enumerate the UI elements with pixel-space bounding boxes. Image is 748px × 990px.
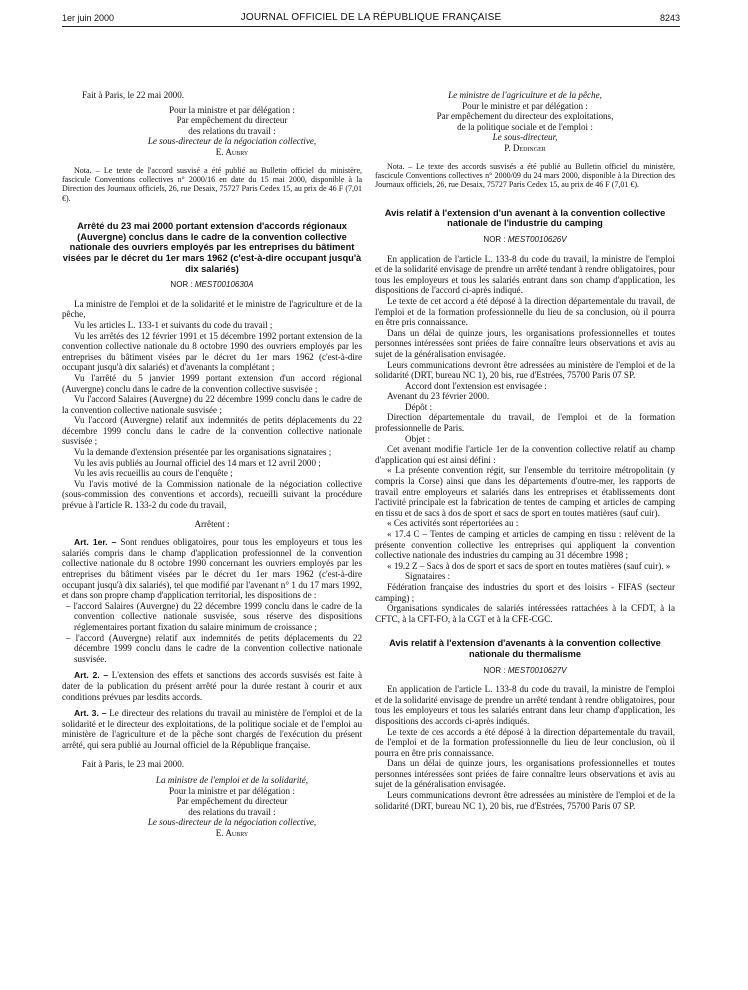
sig-line: Par empêchement du directeur des exploitations, (436, 111, 614, 122)
article-2 (62, 670, 362, 702)
vu-item: Vu les avis recueillis au cours de l'enquête ; (74, 468, 233, 479)
article-1 (62, 537, 362, 601)
right-column (375, 90, 675, 811)
vu-item: Vu la demande d'extension présentée par les organisations signataires ; (74, 447, 332, 458)
sig-line: Le ministre de l'agriculture et de la pêche, (448, 90, 602, 100)
nor-code: MEST0010630A (194, 280, 254, 290)
sig-name: E. Aubry (215, 146, 249, 157)
vu-item: Vu les avis publiés au Journal officiel des 14 mars et 12 avril 2000 ; (74, 457, 321, 468)
sig-line: Par empêchement du directeur (176, 115, 288, 126)
avis-1-paragraph: Le texte de cet accord a été déposé à la direction départementale du travail, de l'emploi et de la formation professionnelle du lieu de sa conclusion, où il pourra en être pris connaissance. (375, 295, 675, 328)
nor-line (62, 280, 362, 291)
header-rule (62, 26, 680, 27)
avis-2-paragraph: En application de l'article L. 133-8 du code du travail, la ministre de l'emploi et de la solidarité envisage de prendre un arrêté tendant à rendre obligatoires, pour tous les employeurs et tous les salariés entrant dans leur champ d'application, les dispositions des accords ci-après indiqués. (375, 684, 675, 726)
avis-1-paragraph: En application de l'article L. 133-8 du code du travail, la ministre de l'emploi et de la solidarité envisage de prendre un arrêté tendant à rendre obligatoires, pour tous les employeurs et tous les salariés entrant dans son champ d'application, les dispositions de l'accord ci-après indiqué. (375, 253, 675, 296)
nor-label: NOR : (483, 665, 508, 675)
nor-label: NOR : (483, 234, 508, 244)
signataire-item: Organisations syndicales de salariés intéressées rattachées à la CFDT, à la CFTC, à la CFT-FO, à la CGT et à la CFE-CGC. (375, 603, 675, 624)
objet-paragraph: « Ces activités sont répertoriées au : (387, 518, 519, 529)
avis-2-paragraph: Dans un délai de quinze jours, les organisations professionnelles et toutes personnes intéressées sont priées de faire connaître leurs observations et avis au sujet de la généralisation envisagée. (375, 758, 675, 790)
article-1-text: Sont rendues obligatoires, pour tous les employeurs et tous les salariés compris dans le champ d'application professionnel de la convention collective nationale du 8 octobre 1990 concernant les ouvriers employés par les entreprises du bâtiment visées par le décret du 1er mars 1962 (c'est-à-dire occupant jusqu'à dix salariés), tel que modifié par l'avenant n° 1 du 17 mars 1992, et dans son propre champ d'application territorial, les dispositions de : (62, 537, 362, 601)
sig-line: Pour la ministre et par délégation : (169, 104, 295, 115)
signataires-label: Signataires : (405, 571, 451, 582)
avis-2-paragraph: Leurs communications devront être adressées au ministère de l'emploi et de la solidarité (DRT, bureau NC 1), 20 bis, rue d'Estrées, 75700 Paris 07 SP. (375, 790, 675, 811)
avis-2-paragraph: Le texte de ces accords a été déposé à la direction départementale du travail, de l'emploi et de la formation professionnelle du lieu de leur conclusion, où il pourra en être pris connaissance. (375, 726, 675, 758)
arretent: Arrêtent : (194, 518, 230, 529)
avis-1-paragraph: Dans un délai de quinze jours, les organisations professionnelles et toutes personnes intéressées sont priées de faire connaître leurs observations et avis au sujet de la généralisation envisagée. (375, 327, 675, 359)
header-date: 1er juin 2000 (62, 13, 115, 23)
vu-item: Vu les articles L. 133-1 et suivants du code du travail ; (74, 319, 273, 330)
sig-line: Par empêchement du directeur (176, 796, 288, 807)
signature-block-2 (62, 775, 362, 839)
depot-text: Direction départementale du travail, de l'emploi et de la formation professionnelle de Paris. (375, 412, 675, 434)
nor-label: NOR : (170, 280, 195, 290)
avis-1-paragraph: Leurs communications devront être adressées au ministère de l'emploi et de la solidarité (DRT, bureau NC 1), 20 bis, rue d'Estrées, 75700 Paris 07 SP. (375, 359, 675, 381)
signataire-item: Fédération française des industries du sport et des loisirs - FIFAS (secteur camping) ; (375, 581, 675, 603)
objet-label: Objet : (405, 433, 431, 444)
sig-line: Le sous-directeur, (492, 132, 558, 143)
header-title: JOURNAL OFFICIEL DE LA RÉPUBLIQUE FRANÇAISE (240, 12, 502, 23)
left-column (62, 90, 362, 839)
fait-a-paris-1: Fait à Paris, le 22 mai 2000. (82, 90, 185, 100)
nor-line (375, 666, 675, 677)
objet-paragraph: « 19.2 Z – Sacs à dos de sport et sacs de sport en toutes matières (sauf cuir). » (387, 560, 671, 571)
vu-item: Vu l'accord Salaires (Auvergne) du 22 décembre 1999 conclu dans le cadre de la convention collective nationale susvisée ; (62, 394, 362, 415)
signature-block-1 (62, 105, 362, 158)
nor-code: MEST0010626V (507, 234, 567, 244)
article-1-item: – l'accord (Auvergne) relatif aux indemnités de petits déplacements du 22 décembre 1999 conclu dans le cadre de la convention collective nationale susvisée. (66, 632, 362, 664)
sig-line: des relations du travail : (188, 125, 276, 136)
vu-item: Vu l'accord (Auvergne) relatif aux indemnités de petits déplacements du 22 décembre 1999 conclu dans le cadre de la convention collective nationale susvisée ; (62, 415, 362, 447)
arrete-title: Arrêté du 23 mai 2000 portant extension d'accords régionaux (Auvergne) conclus dans le cadre de la convention collective nationale des ouvriers employés par les entreprises du bâtiment visées par le décret du 1er mars 1962 (c'est-à-dire occupant jusqu'à dix salariés) (62, 221, 362, 274)
sig-name: E. Aubry (215, 828, 249, 839)
nota-0: Nota. – Le texte des accords susvisés a été publié au Bulletin officiel du ministère, fascicule Conventions collectives n° 2000/09 du 24 mars 2000, disponible à la Direction des Journaux officiels, 26, rue Desaix, 75727 Paris Cedex 15, au prix de 46 F (7,01 €). (375, 161, 675, 190)
article-2-label: Art. 2. – (74, 670, 109, 681)
sig-name: P. Dedinger (504, 142, 546, 153)
nor-code: MEST0010627V (507, 665, 567, 675)
accord-dont: Accord dont l'extension est envisagée : (405, 380, 547, 391)
header-page-number: 8243 (659, 13, 680, 23)
article-2-text: L'extension des effets et sanctions des accords susvisés est faite à dater de la publication du présent arrêté pour la durée restant à courir et aux conditions prévues par lesdits accords. (62, 670, 362, 702)
avis-1-title: Avis relatif à l'extension d'un avenant à la convention collective nationale de l'industrie du camping (384, 207, 666, 229)
nor-line (375, 235, 675, 246)
sig-line: des relations du travail : (188, 806, 276, 817)
avenant-date: Avenant du 23 février 2000. (387, 391, 490, 402)
objet-paragraph: « La présente convention régit, sur l'ensemble du territoire métropolitain (y compris la Corse) ainsi que dans les départements d'outre-mer, les rapports de travail entre employeurs et salariés dans les entreprises et établissements dont l'activité principale est la fabrication de tentes de camping et articles de camping en tissu et de sacs à dos de sport et sacs de sport en toutes matières (sauf cuir). (375, 465, 675, 518)
sig-line: Le sous-directeur de la négociation collective, (147, 817, 317, 828)
sig-line: Pour le ministre et par délégation : (462, 100, 588, 111)
article-1-label: Art. 1er. – (74, 537, 117, 548)
depot-label: Dépôt : (405, 401, 433, 412)
fait-a-paris-2: Fait à Paris, le 23 mai 2000. (82, 758, 185, 769)
sig-line: La ministre de l'emploi et de la solidarité, (155, 775, 309, 786)
sig-line: de la politique sociale et de l'emploi : (457, 121, 593, 132)
signature-block-0 (375, 90, 675, 154)
objet-paragraph: Cet avenant modifie l'article 1er de la convention collective relatif au champ d'application qui est ainsi défini : (375, 444, 675, 465)
arrete-intro: La ministre de l'emploi et de la solidarité et le ministre de l'agriculture et de la pêche, (62, 298, 362, 320)
vu-item: Vu l'arrêté du 5 janvier 1999 portant extension d'un accord régional (Auvergne) conclu dans le cadre de la convention collective susvisée ; (62, 372, 362, 394)
avis-2-title: Avis relatif à l'extension d'avenants à la convention collective nationale du thermalisme (389, 638, 661, 659)
sig-line: Le sous-directeur de la négociation collective, (147, 136, 317, 147)
article-3-label: Art. 3. – (74, 708, 107, 719)
article-1-item: – l'accord Salaires (Auvergne) du 22 décembre 1999 conclu dans le cadre de la convention collective nationale susvisée, sous réserve des dispositions réglementaires portant fixation du salaire minimum de croissance ; (66, 600, 362, 632)
article-3 (62, 708, 362, 750)
objet-paragraph: « 17.4 C – Tentes de camping et articles de camping en tissu : relèvent de la présente convention collective les entreprises qui appliquent la convention collective nationale des industries du camping au 31 décembre 1998 ; (375, 529, 675, 561)
nota-1: Nota. – Le texte de l'accord susvisé a été publié au Bulletin officiel du ministère, fascicule Conventions collectives n° 2000/16 en date du 15 mai 2000, disponible à la Direction des Journaux officiels, 26, rue Desaix, 75727 Paris Cedex 15, au prix de 46 F (7,01 €). (62, 165, 362, 203)
vu-item: Vu l'avis motivé de la Commission nationale de la négociation collective (sous-commission des conventions et accords), recueilli suivant la procédure prévue à l'article R. 133-2 du code du travail, (62, 478, 362, 511)
vu-item: Vu les arrêtés des 12 février 1991 et 15 décembre 1992 portant extension de la convention collective nationale du 8 octobre 1990 des ouvriers employés par les entreprises du bâtiment visées par le décret du 1er mars 1962 (c'est-à-dire occupant jusqu'à dix salariés) et d'avenants la complétant ; (62, 330, 362, 373)
sig-line: Pour la ministre et par délégation : (169, 785, 295, 796)
article-3-text: Le directeur des relations du travail au ministère de l'emploi et de la solidarité et le directeur des exploitations, de la politique sociale et de l'emploi au ministère de l'agriculture et de la pêche sont chargés de l'exécution du présent arrêté, qui sera publié au Journal officiel de la République française. (62, 708, 362, 750)
